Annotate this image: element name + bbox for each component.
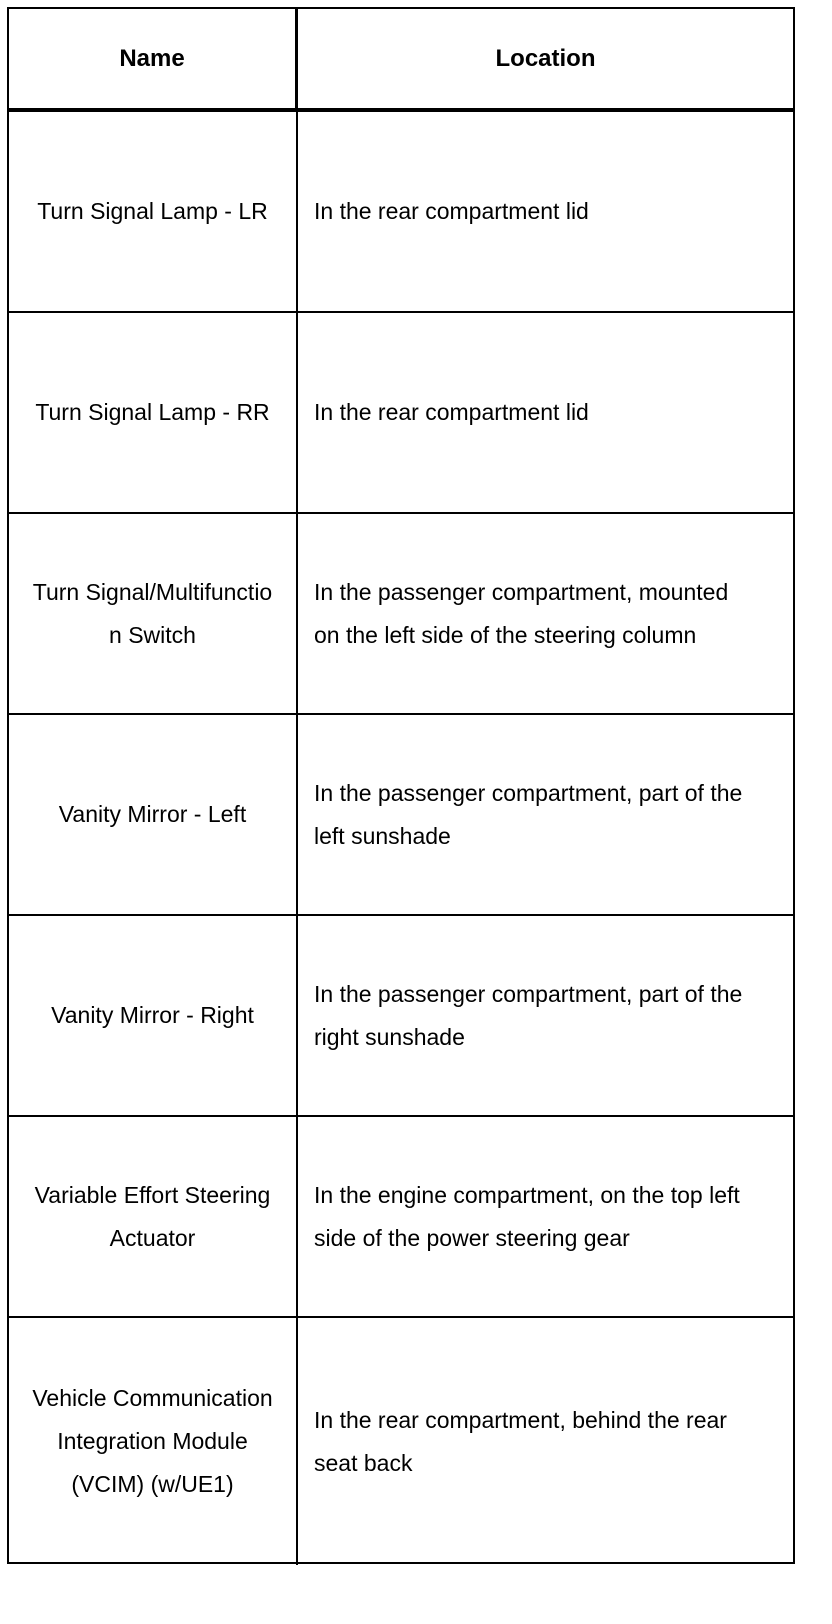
location-column-header: Location (495, 44, 596, 72)
table-header-row (9, 9, 793, 112)
component-location: In the rear compartment lid (314, 198, 589, 224)
table-row (9, 514, 793, 715)
component-location: In the rear compartment lid (314, 399, 589, 425)
component-location: In the engine compartment, on the top left side of the power steering gear (314, 1181, 740, 1251)
table-row (9, 1117, 793, 1318)
component-name: Vehicle Communication Integration Module (VCIM) (w/UE1) (9, 1318, 298, 1565)
component-location-table (7, 7, 795, 1564)
component-location: In the passenger compartment, part of the left sunshade (314, 779, 743, 849)
table-row (9, 715, 793, 916)
component-location: In the rear compartment, behind the rear seat back (314, 1406, 727, 1476)
table-row (9, 1318, 793, 1565)
component-name: Turn Signal/Multifunction Switch (9, 514, 298, 713)
component-location: In the passenger compartment, mounted on the left side of the steering column (314, 578, 729, 648)
component-name: Vanity Mirror - Right (9, 916, 298, 1115)
component-name: Turn Signal Lamp - LR (9, 112, 298, 311)
component-name: Vanity Mirror - Left (9, 715, 298, 914)
component-name: Turn Signal Lamp - RR (9, 313, 298, 512)
component-location: In the passenger compartment, part of the right sunshade (314, 980, 743, 1050)
table-row (9, 112, 793, 313)
table-row (9, 313, 793, 514)
name-column-header: Name (9, 9, 298, 108)
table-row (9, 916, 793, 1117)
component-name: Variable Effort Steering Actuator (9, 1117, 298, 1316)
